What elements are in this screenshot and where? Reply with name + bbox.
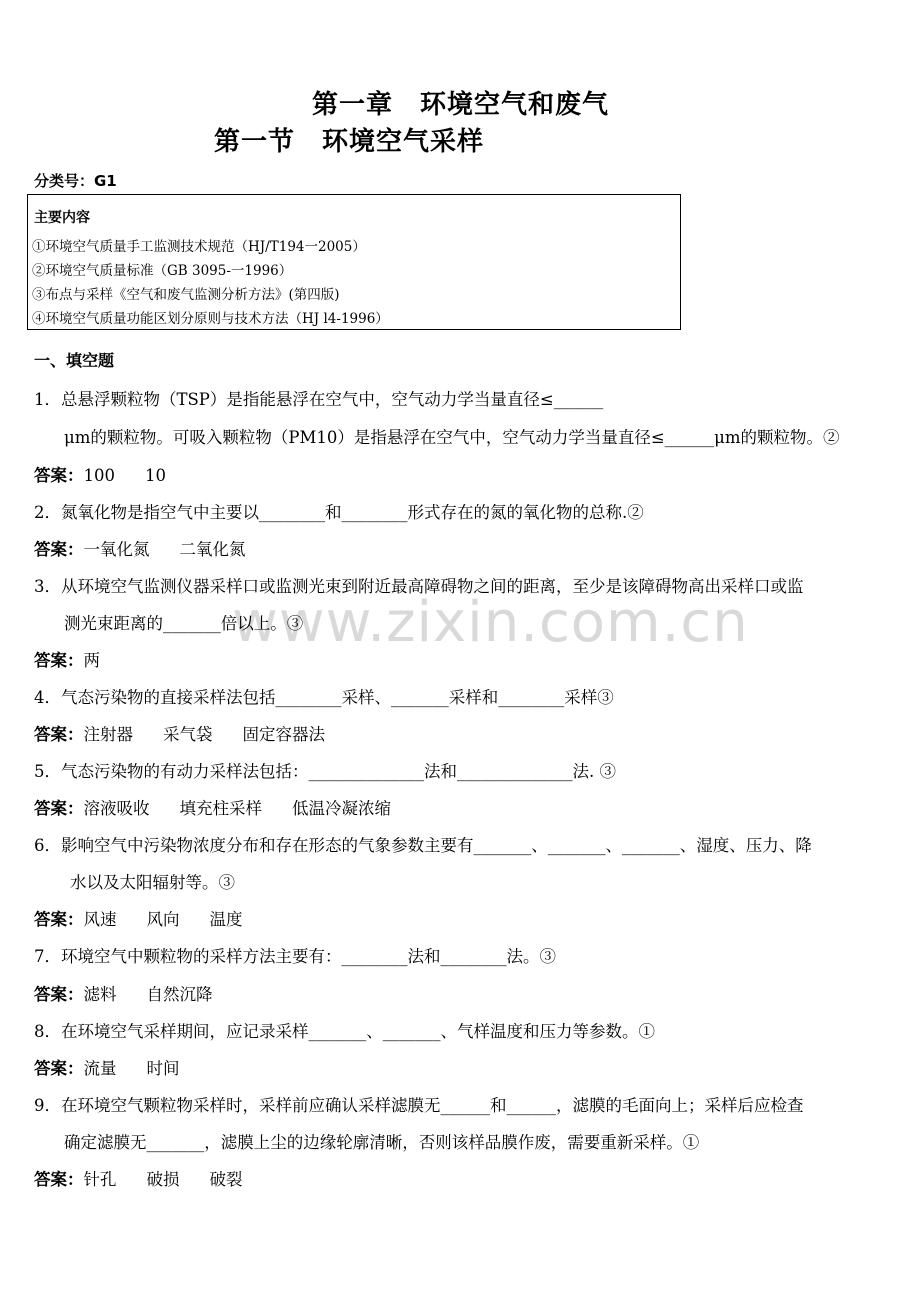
answer-value: 风速 [83, 910, 117, 929]
answer-value: 10 [145, 466, 166, 485]
main-content-box [27, 194, 681, 330]
answer-value: 低温冷凝浓缩 [292, 799, 391, 818]
section-heading: 一、填空题 [34, 351, 115, 370]
answer-7 [34, 981, 213, 1005]
answer-value: 二氧化氮 [179, 540, 246, 559]
answer-label: 答案： [34, 725, 84, 744]
main-content-item: ③布点与采样《空气和废气监测分析方法》(第四版) [32, 287, 340, 303]
answer-value: 填充柱采样 [179, 799, 262, 818]
question-6-line-1: 6．影响空气中污染物浓度分布和存在形态的气象参数主要有_______、_______、_______、湿度、压力、降 [34, 836, 812, 855]
answer-value: 时间 [146, 1059, 180, 1078]
question-9-line-1: 9．在环境空气颗粒物采样时，采样前应确认采样滤膜无______和______，滤膜的毛面向上；采样后应检查 [34, 1096, 804, 1115]
answer-9 [34, 1166, 243, 1190]
question-6-line-2: 水以及太阳辐射等。③ [70, 873, 235, 892]
answer-value: 风向 [146, 910, 180, 929]
class-number: 分类号：G1 [34, 172, 117, 190]
answer-8 [34, 1055, 180, 1079]
answer-2 [34, 536, 246, 560]
answer-1 [34, 462, 166, 486]
question-5-line-1: 5．气态污染物的有动力采样法包括：______________法和______________法. ③ [34, 762, 616, 781]
question-1-line-1: 1．总悬浮颗粒物（TSP）是指能悬浮在空气中，空气动力学当量直径≤______ [34, 390, 604, 409]
question-9-line-2: 确定滤膜无_______，滤膜上尘的边缘轮廓清晰，否则该样品膜作废，需要重新采样。① [64, 1133, 700, 1152]
question-4-line-1: 4．气态污染物的直接采样法包括________采样、_______采样和________采样③ [34, 688, 614, 707]
watermark: www.zixin.com.cn [232, 590, 749, 655]
answer-label: 答案： [34, 1170, 84, 1189]
answer-value: 破裂 [209, 1170, 243, 1189]
main-content-item: ②环境空气质量标准（GB 3095-一1996） [32, 263, 293, 279]
question-2-line-1: 2．氮氧化物是指空气中主要以________和________形式存在的氮的氧化物的总称.② [34, 503, 644, 522]
main-content-item: ①环境空气质量手工监测技术规范（HJ/T194一2005） [32, 239, 366, 255]
question-3-line-2: 测光束距离的_______倍以上。③ [64, 614, 304, 633]
answer-label: 答案： [34, 540, 84, 559]
answer-value: 溶液吸收 [83, 799, 150, 818]
section-title: 第一节 环境空气采样 [214, 127, 485, 157]
question-7-line-1: 7．环境空气中颗粒物的采样方法主要有：________法和________法。③ [34, 947, 556, 966]
answer-5 [34, 795, 391, 819]
answer-value: 100 [83, 466, 115, 485]
main-content-item: ④环境空气质量功能区划分原则与技术方法（HJ l4-1996） [32, 311, 389, 327]
chapter-title: 第一章 环境空气和废气 [312, 90, 610, 120]
answer-label: 答案： [34, 985, 84, 1004]
answer-label: 答案： [34, 651, 84, 670]
answer-label: 答案： [34, 1059, 84, 1078]
answer-value: 一氧化氮 [83, 540, 150, 559]
answer-value: 注射器 [83, 725, 133, 744]
answer-value: 滤料 [83, 985, 117, 1004]
answer-label: 答案： [34, 910, 84, 929]
question-1-line-2: μm的颗粒物。可吸入颗粒物（PM10）是指悬浮在空气中，空气动力学当量直径≤______μm的颗粒物。② [64, 428, 840, 447]
question-8-line-1: 8．在环境空气采样期间，应记录采样_______、_______、气样温度和压力等参数。① [34, 1022, 655, 1041]
answer-label: 答案： [34, 466, 84, 485]
answer-value: 针孔 [83, 1170, 117, 1189]
question-3-line-1: 3．从环境空气监测仪器采样口或监测光束到附近最高障碍物之间的距离，至少是该障碍物高出采样口或监 [34, 577, 804, 596]
answer-6 [34, 906, 243, 930]
answer-value: 采气袋 [163, 725, 213, 744]
answer-value: 流量 [83, 1059, 117, 1078]
answer-4 [34, 721, 325, 745]
answer-label: 答案： [34, 799, 84, 818]
answer-value: 温度 [209, 910, 243, 929]
answer-value: 破损 [146, 1170, 180, 1189]
answer-3 [34, 647, 100, 671]
answer-value: 自然沉降 [146, 985, 213, 1004]
answer-value: 固定容器法 [242, 725, 325, 744]
main-content-title: 主要内容 [34, 210, 90, 226]
answer-value: 两 [83, 651, 100, 670]
